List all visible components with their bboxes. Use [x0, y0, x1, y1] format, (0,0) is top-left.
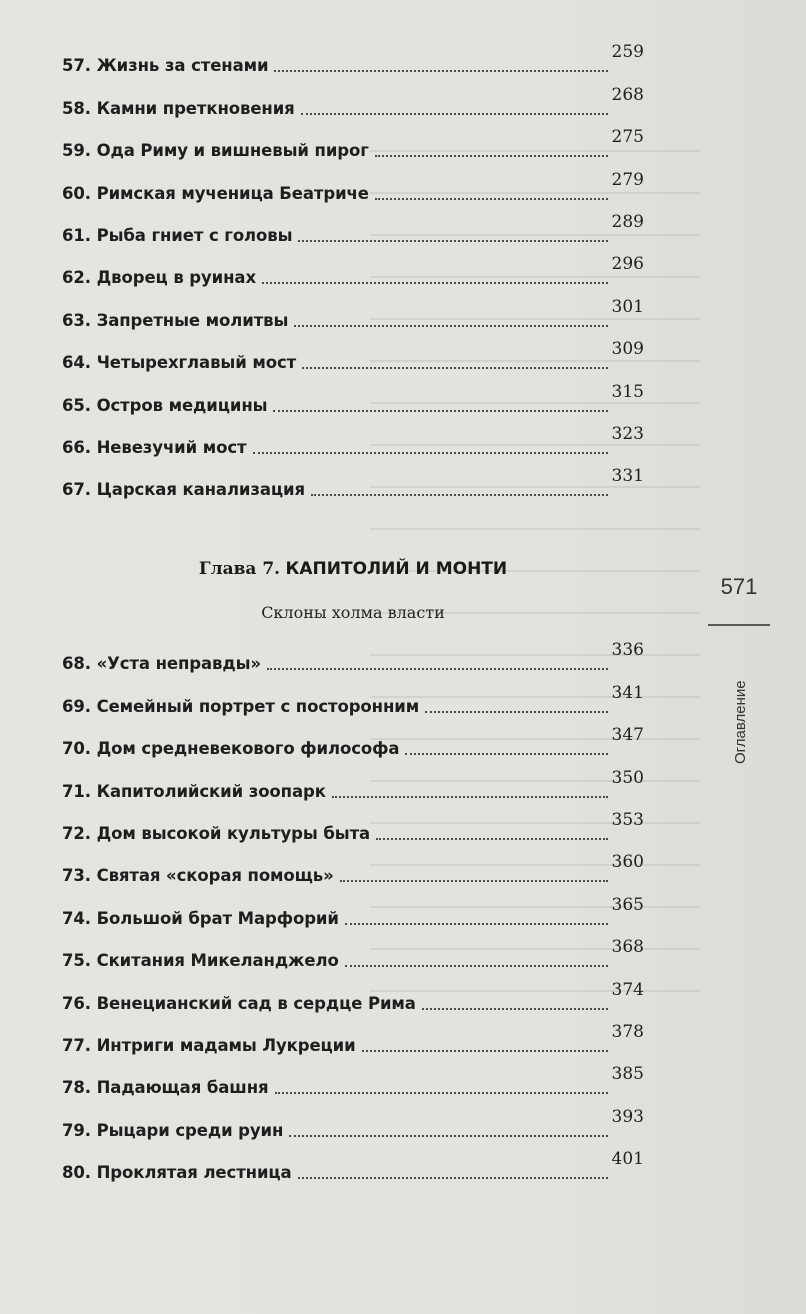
chapter-prefix: Глава 7.: [198, 559, 281, 579]
dot-leader: [405, 753, 607, 755]
toc-entry: [62, 375, 644, 417]
toc-entry: [62, 888, 644, 930]
dot-leader: [375, 155, 608, 157]
toc-entry-page: 365: [611, 894, 644, 915]
toc-entry: [62, 460, 644, 502]
dot-leader: [345, 965, 608, 967]
toc-entry: [62, 676, 644, 718]
dot-leader: [294, 325, 607, 327]
dot-leader: [262, 282, 608, 284]
toc-entry: [62, 248, 644, 290]
dot-leader: [301, 113, 608, 115]
toc-entry-page: 268: [611, 84, 644, 105]
toc-entry: [62, 931, 644, 973]
toc-entry: [62, 761, 644, 803]
toc-entry-title: 65. Остров медицины: [62, 395, 268, 415]
toc-entry: [62, 163, 644, 205]
toc-entry-page: 301: [611, 296, 644, 317]
toc-entry-page: 350: [611, 767, 644, 788]
toc-entry-title: 71. Капитолийский зоопарк: [62, 781, 326, 801]
dot-leader: [267, 668, 608, 670]
toc-entry: [62, 973, 644, 1015]
toc-entry: [62, 1143, 644, 1185]
chapter-name: КАПИТОЛИЙ И МОНТИ: [285, 559, 508, 579]
toc-list-top: [62, 36, 644, 502]
page-number: 571: [720, 574, 758, 599]
toc-entry-page: 331: [611, 466, 644, 487]
dot-leader: [375, 198, 608, 200]
dot-leader: [422, 1008, 608, 1010]
dot-leader: [274, 70, 607, 72]
toc-entry-title: 79. Рыцари среди руин: [62, 1120, 284, 1140]
dot-leader: [376, 838, 607, 840]
dot-leader: [425, 711, 607, 713]
toc-entry-page: 296: [611, 254, 644, 275]
toc-entry: [62, 290, 644, 332]
toc-entry-title: 62. Дворец в руинах: [62, 268, 257, 288]
toc-entry-title: 59. Ода Риму и вишневый пирог: [62, 141, 369, 161]
toc-entry: [62, 418, 644, 460]
toc-entry-title: 67. Царская канализация: [62, 480, 306, 500]
toc-entry-page: 401: [611, 1149, 644, 1170]
toc-entry-title: 57. Жизнь за стенами: [62, 56, 269, 76]
toc-entry-page: 360: [611, 852, 644, 873]
toc-entry-title: 68. «Уста неправды»: [62, 654, 261, 674]
chapter-subtitle: Склоны холма власти: [261, 603, 445, 622]
toc-entry-page: 275: [611, 127, 644, 148]
toc-entry-title: 74. Большой брат Марфорий: [62, 908, 339, 928]
toc-entry-title: 72. Дом высокой культуры быта: [62, 823, 371, 843]
toc-entry: [62, 1016, 644, 1058]
dot-leader: [311, 494, 608, 496]
toc-entry: [62, 634, 644, 676]
toc-entry-page: 323: [611, 423, 644, 444]
dot-leader: [298, 1177, 608, 1179]
dot-leader: [298, 240, 607, 242]
toc-entry-page: 259: [611, 42, 644, 63]
toc-list-bottom: [62, 634, 644, 1185]
toc-entry: [62, 78, 644, 120]
toc-entry-page: 336: [611, 640, 644, 661]
toc-entry-title: 58. Камни преткновения: [62, 98, 295, 118]
toc-entry-title: 69. Семейный портрет с посторонним: [62, 696, 420, 716]
toc-entry-page: 393: [611, 1106, 644, 1127]
toc-entry: [62, 804, 644, 846]
toc-entry-page: 289: [611, 211, 644, 232]
dot-leader: [275, 1092, 608, 1094]
toc-entry-page: 378: [611, 1021, 644, 1042]
toc-entry: [62, 36, 644, 78]
toc-entry-page: 315: [611, 381, 644, 402]
toc-entry-title: 73. Святая «скорая помощь»: [62, 866, 334, 886]
toc-entry-title: 70. Дом средневекового философа: [62, 739, 400, 759]
dot-leader: [332, 796, 608, 798]
toc-entry-page: 374: [611, 979, 644, 1000]
toc-entry-title: 77. Интриги мадамы Лукреции: [62, 1035, 356, 1055]
toc-entry: [62, 846, 644, 888]
dot-leader: [340, 880, 608, 882]
toc-entry: [62, 1058, 644, 1100]
dot-leader: [273, 410, 607, 412]
toc-entry: [62, 121, 644, 163]
dot-leader: [253, 452, 608, 454]
toc-entry-title: 63. Запретные молитвы: [62, 310, 289, 330]
toc-entry-page: 347: [611, 725, 644, 746]
toc-entry-title: 64. Четырехглавый мост: [62, 353, 297, 373]
page-number-rule: [708, 624, 770, 626]
toc-entry: [62, 333, 644, 375]
running-head-text: Оглавление: [732, 680, 749, 764]
toc-entry-title: 76. Венецианский сад в сердце Рима: [62, 993, 416, 1013]
toc-entry: [62, 206, 644, 248]
toc-entry-page: 279: [611, 169, 644, 190]
toc-entry-page: 341: [611, 682, 644, 703]
dot-leader: [362, 1050, 608, 1052]
toc-entry-page: 385: [611, 1064, 644, 1085]
toc-entry-title: 61. Рыба гниет с головы: [62, 225, 293, 245]
toc-entry-page: 353: [611, 809, 644, 830]
toc-entry: [62, 1100, 644, 1142]
chapter-heading: [62, 558, 644, 580]
dot-leader: [302, 367, 607, 369]
toc-entry-page: 309: [611, 339, 644, 360]
toc-entry-title: 78. Падающая башня: [62, 1078, 269, 1098]
toc-entry: [62, 719, 644, 761]
toc-entry-page: 368: [611, 937, 644, 958]
dot-leader: [345, 923, 608, 925]
toc-entry-title: 80. Проклятая лестница: [62, 1163, 292, 1183]
toc-entry-title: 60. Римская мученица Беатриче: [62, 183, 369, 203]
toc-entry-title: 75. Скитания Микеланджело: [62, 951, 339, 971]
dot-leader: [289, 1135, 607, 1137]
toc-entry-title: 66. Невезучий мост: [62, 437, 247, 457]
